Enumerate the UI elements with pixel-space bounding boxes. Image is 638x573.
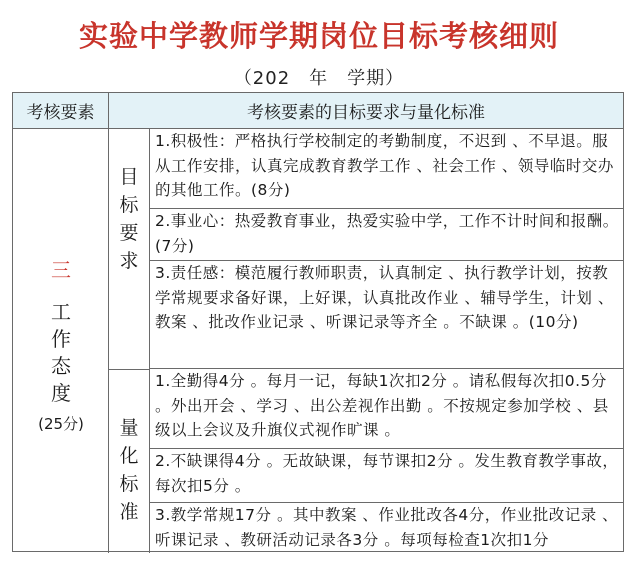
section-label-char: 目 <box>119 166 139 188</box>
section-label-char: 化 <box>119 445 139 467</box>
category-score: (25分) <box>38 415 84 433</box>
section-label-char: 标 <box>119 473 139 495</box>
category-name-char: 度 <box>51 381 71 405</box>
document-subtitle: （202 年 学期） <box>233 68 405 89</box>
section-label-char: 要 <box>119 222 139 244</box>
standard-item: 3.教学常规17分 。其中教案 、作业批改各4分，作业批改记录 、听课记录 、教研活动记录各3分 。每项每检查1次扣1分 <box>155 506 619 549</box>
category-name-char: 态 <box>51 354 71 378</box>
header-col-standard: 考核要素的目标要求与量化标准 <box>109 93 623 129</box>
goal-item: 3.责任感：模范履行教师职责，认真制定 、执行教学计划，按教学常规要求备好课，上好课，认真批改作业 、辅导学生，计划 、教案 、批改作业记录 、听课记录等齐全 。不缺课 。(10分) <box>150 261 623 369</box>
category-name-char: 作 <box>51 327 71 351</box>
standard-item: 2.不缺课得4分 。无故缺课，每节课扣2分 。发生教育教学事故，每次扣5分 。 <box>150 449 623 503</box>
goal-item: 2.事业心：热爱教育事业，热爱实验中学，工作不计时间和报酬。(7分) <box>150 209 623 261</box>
section-label-standards <box>109 369 150 553</box>
section-label-char: 标 <box>119 194 139 216</box>
section-label-char: 准 <box>119 501 139 523</box>
assessment-table <box>12 92 624 552</box>
section-label-char: 求 <box>119 250 139 272</box>
document-title: 实验中学教师学期岗位目标考核细则 <box>78 19 559 53</box>
standard-item: 1.全勤得4分 。每月一记，每缺1次扣2分 。请私假每次扣0.5分 。外出开会 、学习 、出公差视作出勤 。不按规定参加学校 、县级以上会议及升旗仪式视作旷课 。 <box>150 369 623 449</box>
section-label-goals <box>109 129 150 369</box>
category-number: 三 <box>51 258 71 282</box>
section-label-char: 量 <box>119 417 139 439</box>
category-name-char: 工 <box>51 300 71 324</box>
category-name <box>13 299 109 407</box>
header-col-element: 考核要素 <box>13 93 109 129</box>
goal-item: 1.积极性：严格执行学校制定的考勤制度，不迟到 、不早退。服从工作安排，认真完成教育教学工作 、社会工作 、领导临时交办的其他工作。(8分) <box>150 129 623 209</box>
category-cell <box>13 129 109 553</box>
